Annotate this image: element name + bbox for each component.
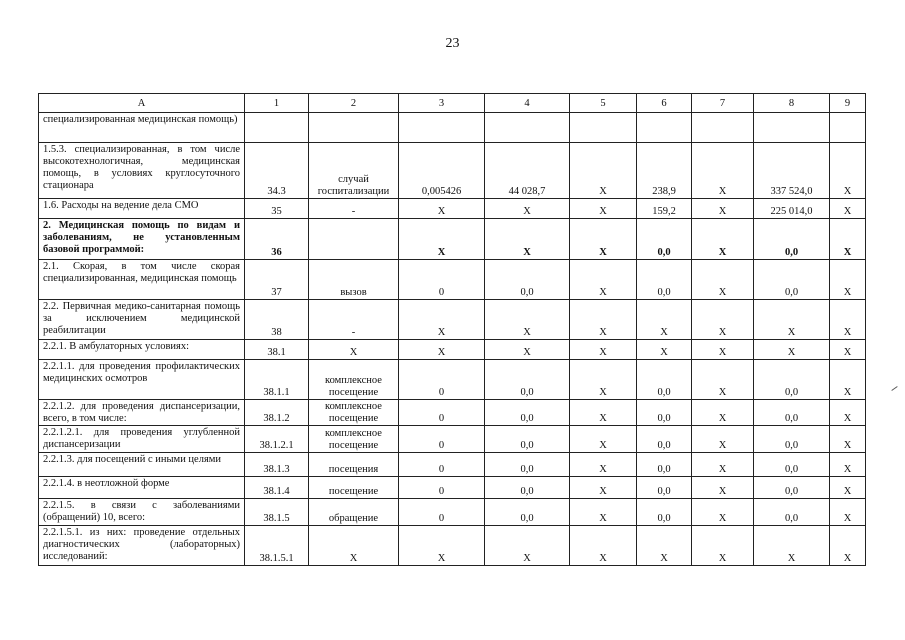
table-row [39, 143, 866, 199]
table-cell [245, 113, 309, 143]
table-cell: комплексное посещение [309, 400, 399, 426]
table-cell: 34.3 [245, 143, 309, 199]
table-cell: 0,0 [637, 453, 692, 477]
table-cell: X [692, 400, 754, 426]
column-header: A [39, 94, 245, 113]
table-row [39, 219, 866, 260]
row-label-cell: 1.6. Расходы на ведение дела СМО [39, 199, 245, 219]
table-cell: 38.1.1 [245, 360, 309, 400]
table-cell: X [830, 360, 866, 400]
table-cell: 38.1.2.1 [245, 426, 309, 453]
table-cell: X [830, 526, 866, 566]
table-cell: 38.1.4 [245, 477, 309, 499]
table-cell: X [309, 340, 399, 360]
table-cell: X [692, 499, 754, 526]
table-cell: X [692, 340, 754, 360]
table-cell: X [485, 199, 570, 219]
table-cell: X [754, 300, 830, 340]
table-cell [570, 113, 637, 143]
table-cell: X [485, 526, 570, 566]
row-label-cell: 2. Медицинская помощь по видам и заболеваниям, не установленным базовой программой: [39, 219, 245, 260]
table-cell: X [692, 300, 754, 340]
table-cell: X [692, 199, 754, 219]
row-label-cell: специализированная медицинская помощь) [39, 113, 245, 143]
table-cell: X [570, 340, 637, 360]
table-cell: 37 [245, 260, 309, 300]
margin-mark [891, 386, 897, 391]
row-label-cell: 2.2.1.2.1. для проведения углубленной диспансеризации [39, 426, 245, 453]
table-cell: X [399, 340, 485, 360]
table-cell: X [830, 300, 866, 340]
table-cell: 337 524,0 [754, 143, 830, 199]
table-cell: 38.1.3 [245, 453, 309, 477]
table-cell: 38.1.5.1 [245, 526, 309, 566]
table-cell: X [637, 340, 692, 360]
row-label-cell: 2.2.1.2. для проведения диспансеризации, всего, в том числе: [39, 400, 245, 426]
table-cell: X [485, 219, 570, 260]
table-cell: 0,0 [485, 426, 570, 453]
table-cell: случай госпитализации [309, 143, 399, 199]
table-cell: X [570, 499, 637, 526]
table-cell: X [830, 199, 866, 219]
table-cell: X [830, 477, 866, 499]
column-header: 6 [637, 94, 692, 113]
table-cell [830, 113, 866, 143]
table-cell: вызов [309, 260, 399, 300]
row-label-cell: 2.2.1.5. в связи с заболеваниями (обращений) 10, всего: [39, 499, 245, 526]
row-label-cell: 2.2.1. В амбулаторных условиях: [39, 340, 245, 360]
table-cell: 0,0 [637, 426, 692, 453]
table-cell: комплексное посещение [309, 360, 399, 400]
table-cell: 0,0 [754, 260, 830, 300]
table-cell: - [309, 199, 399, 219]
table-cell: X [637, 526, 692, 566]
table-cell: X [570, 360, 637, 400]
table-cell: 0,0 [754, 360, 830, 400]
table-cell: 0,0 [754, 219, 830, 260]
table-cell: 38.1 [245, 340, 309, 360]
table-cell: посещения [309, 453, 399, 477]
column-header: 1 [245, 94, 309, 113]
table-cell: 0 [399, 453, 485, 477]
table-cell: 36 [245, 219, 309, 260]
table-row [39, 477, 866, 499]
table-cell: X [692, 426, 754, 453]
table-cell: X [570, 526, 637, 566]
table-cell: 0 [399, 477, 485, 499]
table-cell: 38.1.2 [245, 400, 309, 426]
table-cell [309, 113, 399, 143]
row-label-cell: 2.1. Скорая, в том числе скорая специализированная, медицинская помощь [39, 260, 245, 300]
table-row [39, 300, 866, 340]
table-cell: X [399, 300, 485, 340]
column-header: 5 [570, 94, 637, 113]
table-row [39, 340, 866, 360]
table-cell: 0 [399, 260, 485, 300]
table-row [39, 499, 866, 526]
table-cell: X [692, 360, 754, 400]
table-cell: X [830, 143, 866, 199]
table-cell: X [754, 340, 830, 360]
table-cell: X [570, 400, 637, 426]
table-cell: 0,0 [637, 400, 692, 426]
column-header: 3 [399, 94, 485, 113]
table-cell: 38.1.5 [245, 499, 309, 526]
column-header: 2 [309, 94, 399, 113]
table-cell: X [485, 300, 570, 340]
table-cell: 0,0 [485, 477, 570, 499]
row-label-cell: 2.2.1.5.1. из них: проведение отдельных диагностических (лабораторных) исследований: [39, 526, 245, 566]
table-cell: 0,0 [637, 360, 692, 400]
table-cell: X [692, 453, 754, 477]
table-cell: X [637, 300, 692, 340]
table-cell [692, 113, 754, 143]
table-cell: X [570, 219, 637, 260]
table-cell: X [692, 143, 754, 199]
table-cell: X [830, 400, 866, 426]
column-header: 7 [692, 94, 754, 113]
table-cell: 0,0 [485, 400, 570, 426]
table-cell: 159,2 [637, 199, 692, 219]
row-label-cell: 2.2.1.3. для посещений с иными целями [39, 453, 245, 477]
table-cell: X [570, 143, 637, 199]
table-cell: X [692, 219, 754, 260]
table-cell: X [830, 453, 866, 477]
table-cell: посещение [309, 477, 399, 499]
table-cell: X [570, 426, 637, 453]
table-cell: X [570, 477, 637, 499]
table-cell: X [570, 300, 637, 340]
table-cell: 0,0 [754, 453, 830, 477]
table-cell: X [570, 453, 637, 477]
table-cell: 0,0 [485, 360, 570, 400]
table-cell: 0,0 [754, 499, 830, 526]
table-cell: 0 [399, 426, 485, 453]
table-cell: X [692, 477, 754, 499]
table-cell: 35 [245, 199, 309, 219]
table-cell [399, 113, 485, 143]
row-label-cell: 2.2.1.1. для проведения профилактических медицинских осмотров [39, 360, 245, 400]
row-label-cell: 1.5.3. специализированная, в том числе высокотехнологичная, медицинская помощь, в условиях круглосуточного стационара [39, 143, 245, 199]
table-cell: - [309, 300, 399, 340]
table-cell: 44 028,7 [485, 143, 570, 199]
table-cell: 0 [399, 499, 485, 526]
table-cell: X [692, 260, 754, 300]
table-cell: обращение [309, 499, 399, 526]
table-row [39, 400, 866, 426]
table-cell: 0,0 [637, 499, 692, 526]
table-cell: 38 [245, 300, 309, 340]
table-cell: X [485, 340, 570, 360]
table-cell: 225 014,0 [754, 199, 830, 219]
table-cell: X [830, 426, 866, 453]
column-header: 4 [485, 94, 570, 113]
row-label-cell: 2.2. Первичная медико-санитарная помощь за исключением медицинской реабилитации [39, 300, 245, 340]
table-body [39, 113, 866, 566]
table-cell: комплексное посещение [309, 426, 399, 453]
tariff-table [38, 93, 866, 566]
table-cell: X [830, 219, 866, 260]
row-label-cell: 2.2.1.4. в неотложной форме [39, 477, 245, 499]
column-header: 8 [754, 94, 830, 113]
column-header: 9 [830, 94, 866, 113]
table-cell: 0,0 [754, 477, 830, 499]
table-cell [485, 113, 570, 143]
table-cell: 0,0 [485, 499, 570, 526]
table-cell: X [830, 499, 866, 526]
table-cell: 0,0 [754, 400, 830, 426]
table-cell: 0,0 [485, 453, 570, 477]
table-row [39, 260, 866, 300]
table-cell: X [399, 526, 485, 566]
table-row [39, 526, 866, 566]
table-cell: 0,0 [637, 477, 692, 499]
table-cell [754, 113, 830, 143]
table-cell: 0 [399, 360, 485, 400]
table-cell: 0,0 [485, 260, 570, 300]
table-cell [309, 219, 399, 260]
table-cell: X [570, 199, 637, 219]
table-cell: X [309, 526, 399, 566]
table-row [39, 113, 866, 143]
table-cell: X [692, 526, 754, 566]
table-cell: 0,0 [754, 426, 830, 453]
table-row [39, 453, 866, 477]
table-cell: 238,9 [637, 143, 692, 199]
table-cell: X [399, 199, 485, 219]
table-row [39, 426, 866, 453]
table-cell: X [570, 260, 637, 300]
table-cell: X [399, 219, 485, 260]
table-cell: 0,005426 [399, 143, 485, 199]
header-row [39, 94, 866, 113]
table-row [39, 199, 866, 219]
table-row [39, 360, 866, 400]
page-number: 23 [445, 36, 460, 51]
table-cell: 0,0 [637, 260, 692, 300]
table-cell: X [830, 340, 866, 360]
table-cell: X [830, 260, 866, 300]
table-cell: X [754, 526, 830, 566]
table-cell: 0 [399, 400, 485, 426]
table-cell: 0,0 [637, 219, 692, 260]
table-cell [637, 113, 692, 143]
